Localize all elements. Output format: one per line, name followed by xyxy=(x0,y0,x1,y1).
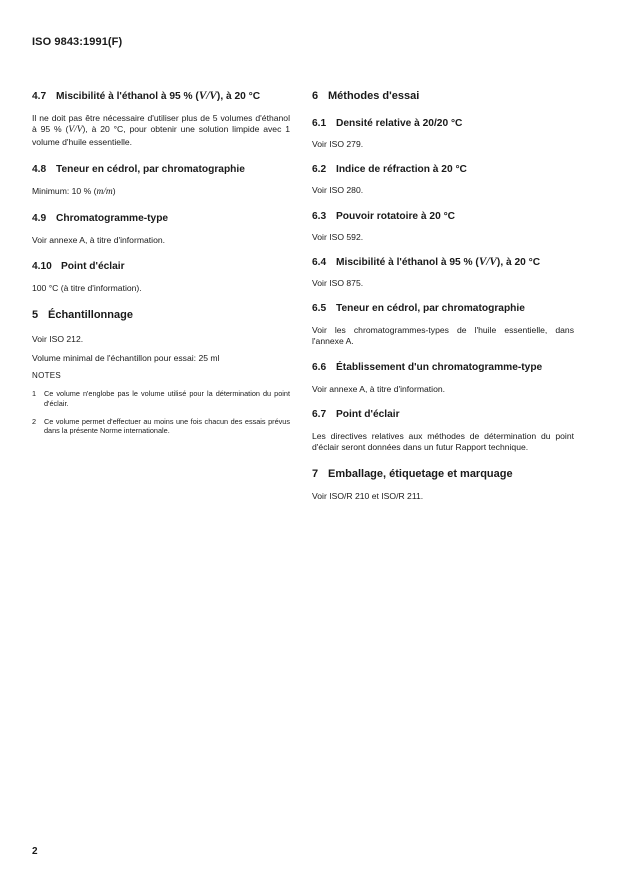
section-title: Miscibilité à l'éthanol à 95 % (V/V), à 20 °C xyxy=(336,255,541,268)
section-number: 6.4 xyxy=(312,256,327,268)
section-7 xyxy=(312,468,574,502)
section-number: 7 xyxy=(312,467,319,480)
section-4-8 xyxy=(32,163,290,198)
section-text: Voir ISO 212. xyxy=(32,333,84,344)
section-text: Il ne doit pas être nécessaire d'utiliser plus de 5 volumes d'éthanol à 95 % (V/V), à 20 °C, pour obtenir une solution limpide avec 1 volume d'huile essentielle. xyxy=(32,113,290,147)
note-number: 1 xyxy=(32,389,37,399)
document-id-header: ISO 9843:1991(F) xyxy=(32,36,123,48)
section-text: Voir ISO 280. xyxy=(312,185,364,196)
note-item xyxy=(32,417,290,436)
left-column xyxy=(32,90,290,436)
section-number: 4.10 xyxy=(32,261,52,273)
section-text: Voir ISO 875. xyxy=(312,277,364,288)
section-heading xyxy=(32,212,290,225)
section-title: Teneur en cédrol, par chromatographie xyxy=(336,303,525,315)
section-6-2 xyxy=(312,163,574,196)
right-column xyxy=(312,90,574,502)
section-6-6 xyxy=(312,361,574,395)
section-4-7 xyxy=(32,90,290,148)
section-text: 100 °C (à titre d'information). xyxy=(32,283,142,294)
section-heading xyxy=(32,260,290,273)
section-number: 6.5 xyxy=(312,303,327,315)
section-number: 6.6 xyxy=(312,361,327,373)
section-title: Densité relative à 20/20 °C xyxy=(336,118,463,129)
section-title: Échantillonnage xyxy=(48,308,133,321)
section-6-1 xyxy=(312,117,574,150)
section-title: Emballage, étiquetage et marquage xyxy=(328,467,513,480)
section-title: Pouvoir rotatoire à 20 °C xyxy=(336,210,455,222)
section-text: Voir annexe A, à titre d'information. xyxy=(32,235,166,246)
section-4-9 xyxy=(32,212,290,246)
section-text: Minimum: 10 % (m/m) xyxy=(32,185,116,197)
section-text: Les directives relatives aux méthodes de détermination du point d'éclair seront données dans un futur Rapport technique. xyxy=(312,431,574,453)
section-heading xyxy=(312,117,574,130)
note-text: Ce volume n'englobe pas le volume utilisé pour la détermination du point d'éclair. xyxy=(44,389,290,408)
section-number: 6 xyxy=(312,90,319,102)
section-number: 5 xyxy=(32,308,39,321)
section-6-4 xyxy=(312,256,574,289)
section-heading xyxy=(312,256,574,269)
page-number: 2 xyxy=(32,846,38,857)
section-title: Indice de réfraction à 20 °C xyxy=(336,164,467,176)
section-heading xyxy=(312,468,574,481)
section-text: Voir les chromatogrammes-types de l'huile essentielle, dans l'annexe A. xyxy=(312,325,574,347)
section-heading xyxy=(312,408,574,421)
section-number: 6.3 xyxy=(312,210,327,222)
section-number: 4.7 xyxy=(32,91,47,102)
section-text: Voir ISO 279. xyxy=(312,139,364,149)
section-text: Voir ISO 592. xyxy=(312,231,364,242)
section-6-heading xyxy=(312,90,574,103)
notes-label: NOTES xyxy=(32,371,62,381)
section-number: 4.9 xyxy=(32,213,47,225)
section-title: Point d'éclair xyxy=(336,409,400,421)
section-heading xyxy=(312,302,574,315)
section-heading xyxy=(32,90,290,103)
note-text: Ce volume permet d'effectuer au moins une fois chacun des essais prévus dans la présente Norme internationale. xyxy=(44,416,290,436)
section-6-7 xyxy=(312,408,574,454)
section-title: Chromatogramme-type xyxy=(56,213,169,225)
section-title: Teneur en cédrol, par chromatographie xyxy=(56,163,245,175)
section-4-10 xyxy=(32,260,290,294)
section-heading xyxy=(32,163,290,176)
section-number: 4.8 xyxy=(32,163,47,175)
note-item xyxy=(32,389,290,408)
section-title: Établissement d'un chromatogramme-type xyxy=(336,361,543,373)
note-number: 2 xyxy=(32,416,37,426)
section-6-5 xyxy=(312,302,574,348)
section-heading xyxy=(312,361,574,374)
section-number: 6.1 xyxy=(312,118,327,129)
section-title: Miscibilité à l'éthanol à 95 % (V/V), à 20 °C xyxy=(56,90,261,102)
section-title: Méthodes d'essai xyxy=(328,90,420,102)
section-text: Volume minimal de l'échantillon pour essai: 25 ml xyxy=(32,353,220,364)
section-heading xyxy=(312,210,574,223)
section-number: 6.7 xyxy=(312,409,327,421)
section-heading xyxy=(32,309,290,322)
section-text: Voir ISO/R 210 et ISO/R 211. xyxy=(312,490,424,501)
section-heading xyxy=(312,163,574,176)
section-number: 6.2 xyxy=(312,164,327,176)
section-5 xyxy=(32,309,290,436)
section-text: Voir annexe A, à titre d'information. xyxy=(312,383,446,394)
section-title: Point d'éclair xyxy=(61,261,125,273)
section-6-3 xyxy=(312,210,574,243)
